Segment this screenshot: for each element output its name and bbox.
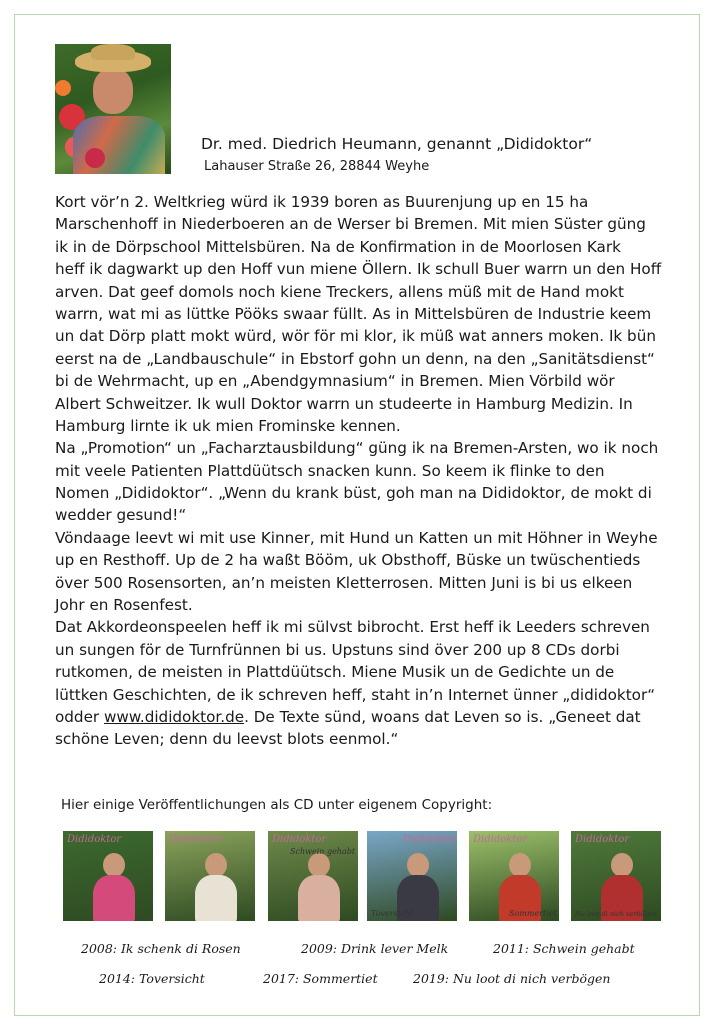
bio-line: un dat Dörp platt mokt würd, wör för mi klor, ik müß wat anners moken. Ik bün xyxy=(55,327,656,346)
author-name: Dr. med. Diedrich Heumann, genannt „Dididoktor“ xyxy=(201,135,593,153)
cd-caption: 2008: Ik schenk di Rosen xyxy=(81,941,241,956)
cd-cover-2009 xyxy=(165,831,255,921)
cd-figure xyxy=(93,875,135,921)
cd-figure-head xyxy=(509,853,531,877)
bio-line: Kort vör’n 2. Weltkrieg würd ik 1939 boren as Buurenjung up en 15 ha xyxy=(55,193,589,211)
cd-brand-label: Dididoktor xyxy=(67,834,122,845)
cd-brand-label: Dididoktor xyxy=(272,834,327,845)
bio-line: över 500 Rosensorten, an’n meisten Kletterrosen. Mitten Juni is bi us elkeen xyxy=(55,573,633,592)
author-address: Lahauser Straße 26, 28844 Weyhe xyxy=(204,159,430,174)
cd-brand-label: Dididoktor xyxy=(169,834,224,845)
cd-cover-2019 xyxy=(571,831,661,921)
bio-line: Marschenhoff in Niederboeren an de Werser bi Bremen. Mit mien Süster güng xyxy=(55,215,646,234)
cd-cover-title: Toversicht xyxy=(371,909,414,918)
bio-line: heff ik dagwarkt up den Hoff vun miene Öllern. Ik schull Buer warrn un den Hoff xyxy=(55,260,662,279)
bio-line: eerst na de „Landbauschule“ in Ebstorf gohn un denn, na den „Sanitätsdienst“ xyxy=(55,349,655,368)
cd-caption: 2017: Sommertiet xyxy=(263,971,378,986)
bio-line: arven. Dat geef domols noch kiene Treckers, allens müß mit de Hand mokt xyxy=(55,282,624,301)
website-link[interactable]: www.dididoktor.de xyxy=(104,707,245,726)
bio-line: rutkomen, de meisten in Plattdüütsch. Miene Musik un de Gedichte un de xyxy=(55,663,615,682)
cd-figure-head xyxy=(611,853,633,877)
cd-cover-2017 xyxy=(469,831,559,921)
bio-line: un sungen för de Turnfrünnen bi us. Upstuns sind över 200 up 8 CDs dorbi xyxy=(55,640,620,659)
biography-text xyxy=(55,191,695,751)
bio-line: Vöndaage leevt wi mit use Kinner, mit Hund un Katten un mit Höhner in Weyhe xyxy=(55,528,658,547)
cd-cover-title: Sommertiet xyxy=(509,909,557,918)
page-frame xyxy=(14,14,700,1016)
cd-figure xyxy=(298,875,340,921)
author-portrait xyxy=(55,44,171,174)
bio-link-suffix: . De Texte sünd, woans dat Leven so is. „Geneet dat xyxy=(244,707,641,726)
cd-cover-2011 xyxy=(268,831,358,921)
bio-line: mit veele Patienten Plattdüütsch snacken kunn. So keem ik flinke to den xyxy=(55,461,605,480)
cd-caption: 2009: Drink lever Melk xyxy=(301,941,449,956)
cd-figure-head xyxy=(308,853,330,877)
bio-line: Dat Akkordeonspeelen heff ik mi sülvst bibrocht. Erst heff ik Leeders schreven xyxy=(55,618,650,637)
bio-line: lüttken Geschichten, de ik schreven heff, staht in’n Internet ünner „dididoktor“ xyxy=(55,685,656,704)
cd-brand-label: Dididoktor xyxy=(403,834,457,845)
cd-caption: 2011: Schwein gehabt xyxy=(493,941,635,956)
bio-line: warrn, wat mi as lüttke Pööks swaar füllt. As in Mittelsbüren de Industrie keem xyxy=(55,304,652,323)
bio-line: schöne Leven; denn du leevst blots eenmol.“ xyxy=(55,730,399,749)
cd-caption: 2014: Toversicht xyxy=(99,971,205,986)
cd-figure-head xyxy=(407,853,429,877)
bio-line: ik in de Dörpschool Mittelsbüren. Na de Konfirmation in de Moorlosen Kark xyxy=(55,237,621,256)
cd-cover-title: Nu loot di nich verbögen xyxy=(575,910,657,918)
cd-cover-2008 xyxy=(63,831,153,921)
bio-line: up en Resthoff. Up de 2 ha waßt Bööm, uk Obsthoff, Büske un twüschentieds xyxy=(55,551,641,570)
cd-cover-2014 xyxy=(367,831,457,921)
cd-figure-head xyxy=(103,853,125,877)
cd-section-intro: Hier einige Veröffentlichungen als CD unter eigenem Copyright: xyxy=(61,797,493,813)
bio-line: Hamburg lirnte ik uk mien Frominske kennen. xyxy=(55,416,401,435)
bio-line: Na „Promotion“ un „Facharztausbildung“ güng ik na Bremen-Arsten, wo ik noch xyxy=(55,439,659,458)
bio-line: Johr en Rosenfest. xyxy=(55,596,193,615)
bio-line: bi de Wehrmacht, up en „Abendgymnasium“ in Bremen. Mien Vörbild wör xyxy=(55,372,615,391)
cd-brand-label: Dididoktor xyxy=(575,834,630,845)
bio-line-with-link xyxy=(55,706,695,728)
cd-brand-label: Dididoktor xyxy=(473,834,528,845)
bio-line: Nomen „Dididoktor“. „Wenn du krank büst, goh man na Dididoktor, de mokt di xyxy=(55,484,652,503)
cd-caption: 2019: Nu loot di nich verbögen xyxy=(413,971,611,986)
bio-line: wedder gesund!“ xyxy=(55,506,187,525)
cd-cover-title: Schwein gehabt xyxy=(290,847,356,856)
cd-figure-head xyxy=(205,853,227,877)
cd-figure xyxy=(195,875,237,921)
cd-cover-row xyxy=(63,831,663,923)
bio-link-prefix: odder xyxy=(55,707,104,726)
bio-line: Albert Schweitzer. Ik wull Doktor warrn un studeerte in Hamburg Medizin. In xyxy=(55,394,633,413)
